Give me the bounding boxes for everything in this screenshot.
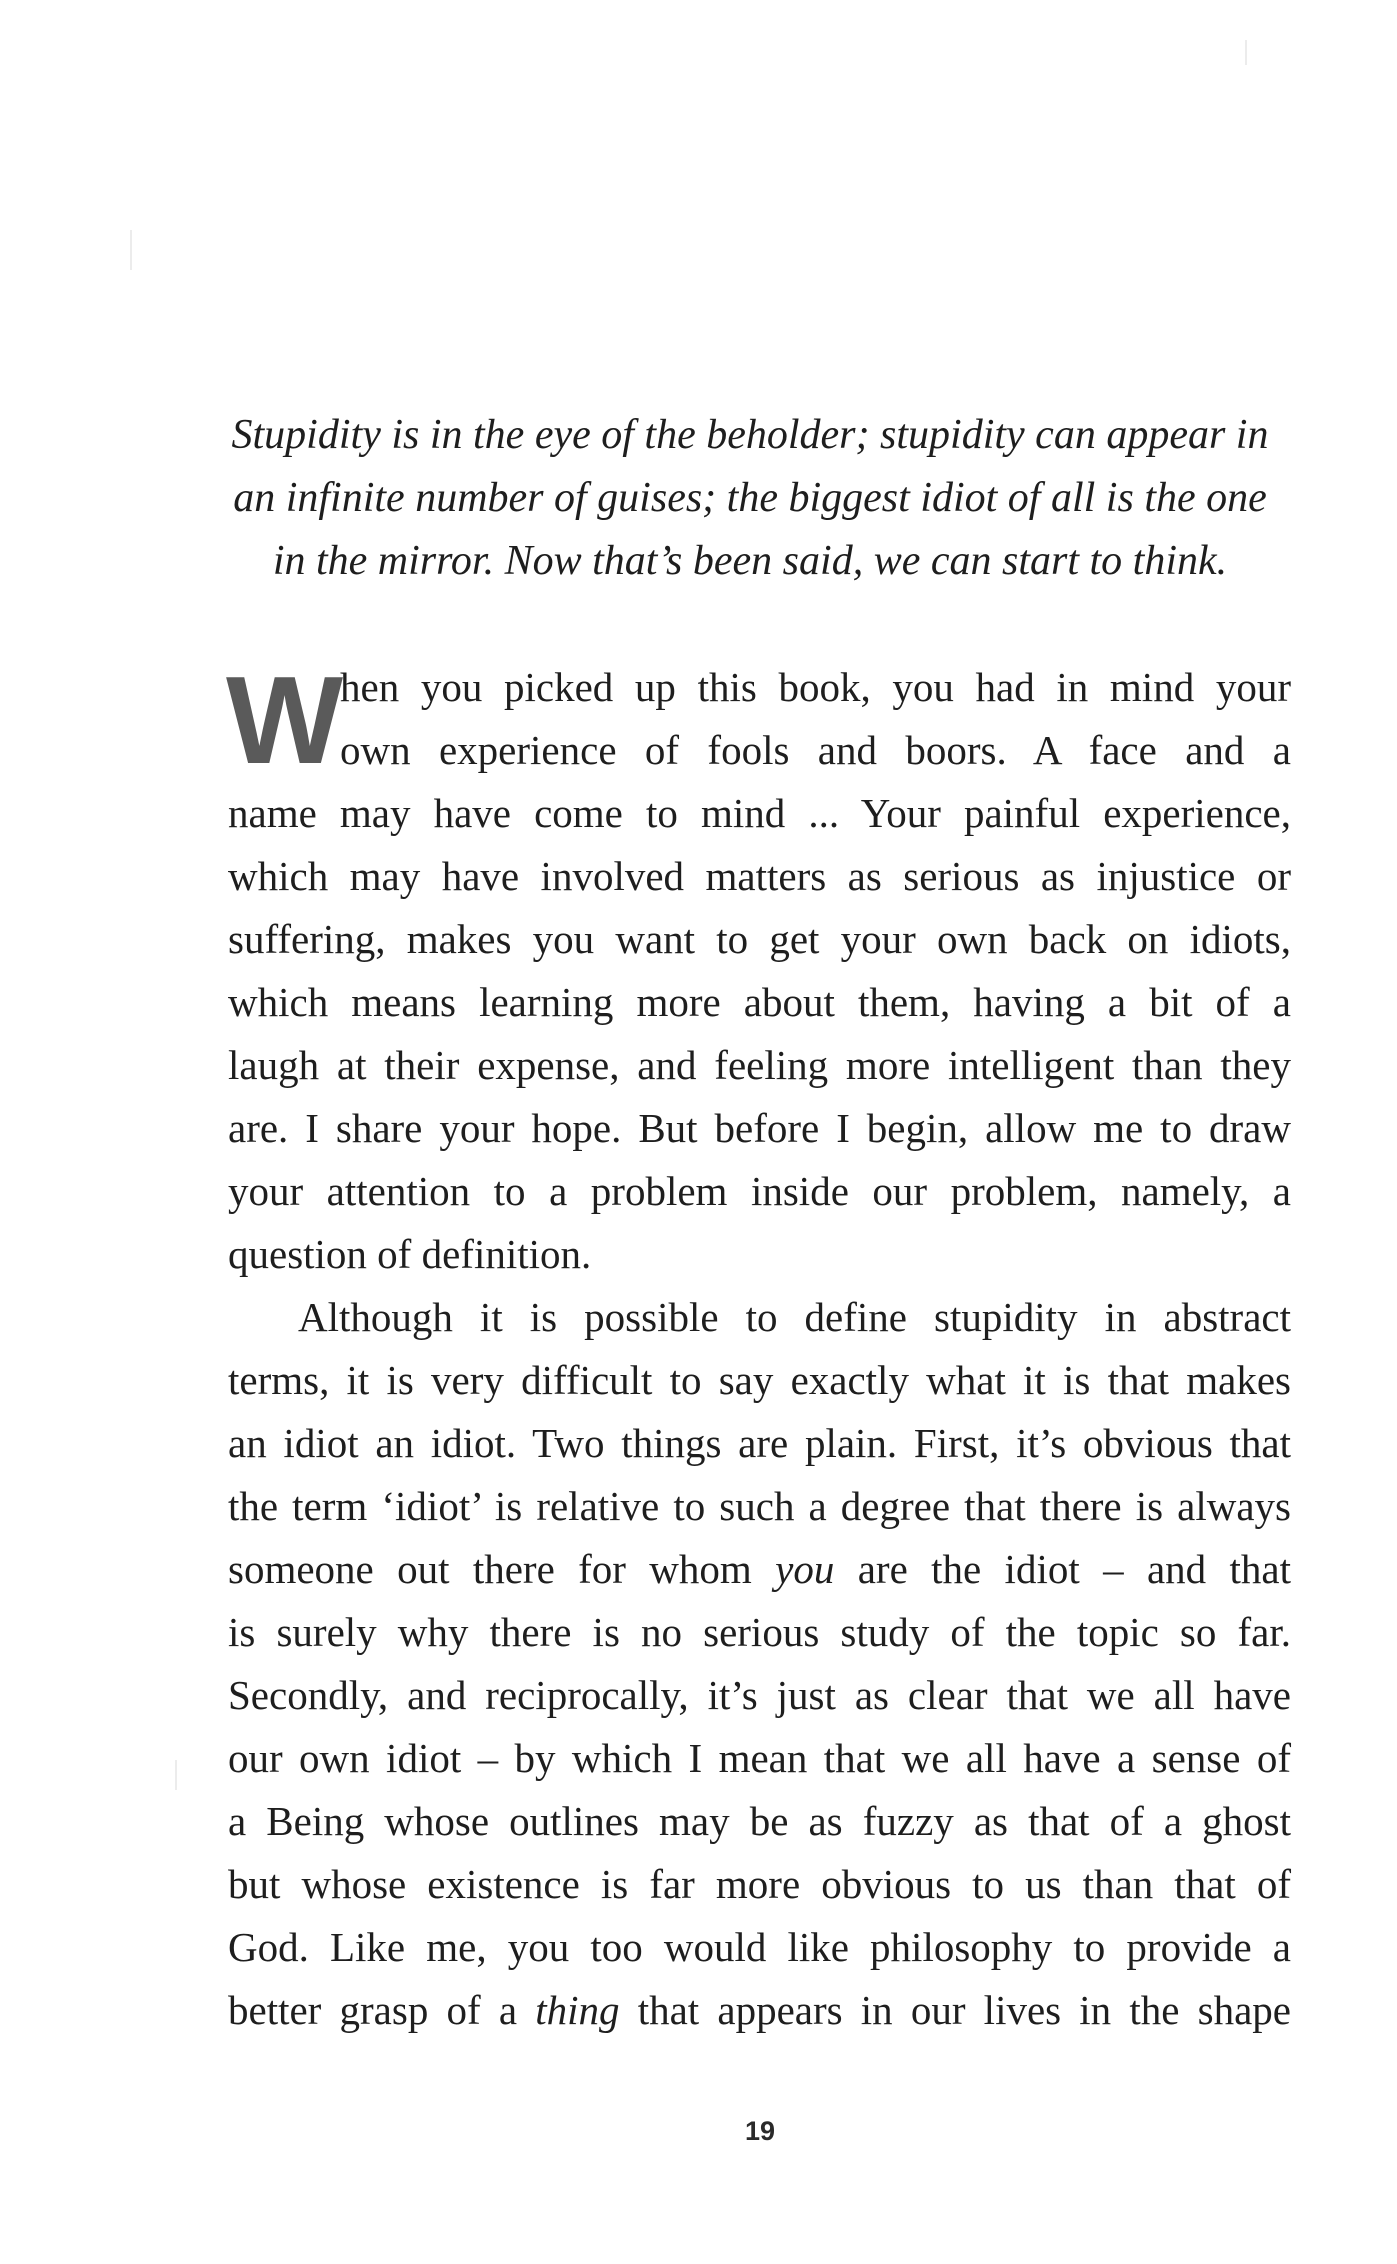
text-line: an idiot an idiot. Two things are plain. First, it’s obvious that bbox=[228, 1420, 1291, 1466]
text-line: own experience of fools and boors. A face and a bbox=[340, 727, 1291, 773]
text-line: which means learning more about them, having a bit of a bbox=[228, 979, 1291, 1025]
text-line: God. Like me, you too would like philosophy to provide a bbox=[228, 1924, 1291, 1970]
text-segment: are the idiot – and that bbox=[834, 1546, 1291, 1592]
epigraph bbox=[200, 404, 1300, 593]
text-line: Although it is possible to define stupidity in abstract bbox=[298, 1294, 1291, 1340]
text-line bbox=[228, 1979, 1291, 2042]
text-line: but whose existence is far more obvious to us than that of bbox=[228, 1861, 1291, 1907]
text-line: suffering, makes you want to get your own back on idiots, bbox=[228, 916, 1291, 962]
emphasized-word: you bbox=[775, 1546, 835, 1592]
text-line: are. I share your hope. But before I begin, allow me to draw bbox=[228, 1105, 1291, 1151]
text-segment: better grasp of a bbox=[228, 1987, 536, 2033]
page-number: 19 bbox=[744, 2116, 776, 2146]
paragraph-2 bbox=[228, 1286, 1291, 2042]
emphasized-word: thing bbox=[535, 1987, 620, 2033]
text-line: is surely why there is no serious study of the topic so far. bbox=[228, 1609, 1291, 1655]
epigraph-line: an infinite number of guises; the biggest idiot of all is the one bbox=[233, 475, 1267, 521]
text-line: your attention to a problem inside our problem, namely, a bbox=[228, 1168, 1291, 1214]
scan-artifact bbox=[130, 230, 132, 270]
text-segment: that appears in our lives in the shape bbox=[619, 1987, 1291, 2033]
text-segment: someone out there for whom bbox=[228, 1546, 776, 1592]
text-line: name may have come to mind ... Your painful experience, bbox=[228, 790, 1291, 836]
text-line: question of definition. bbox=[228, 1231, 592, 1277]
text-line: laugh at their expense, and feeling more intelligent than they bbox=[228, 1042, 1291, 1088]
scan-artifact bbox=[175, 1760, 177, 1790]
text-line bbox=[228, 1538, 1291, 1601]
text-line: hen you picked up this book, you had in mind your bbox=[340, 664, 1291, 710]
paragraph-1 bbox=[226, 652, 1291, 1286]
text-line: terms, it is very difficult to say exactly what it is that makes bbox=[228, 1357, 1291, 1403]
scan-artifact bbox=[1245, 40, 1247, 65]
text-line: the term ‘idiot’ is relative to such a degree that there is always bbox=[228, 1483, 1291, 1529]
drop-cap: W bbox=[226, 652, 342, 790]
text-line: our own idiot – by which I mean that we all have a sense of bbox=[228, 1735, 1291, 1781]
epigraph-line: in the mirror. Now that’s been said, we can start to think. bbox=[272, 538, 1228, 584]
text-line: which may have involved matters as serious as injustice or bbox=[228, 853, 1291, 899]
epigraph-line: Stupidity is in the eye of the beholder; stupidity can appear in bbox=[231, 412, 1269, 458]
text-line: Secondly, and reciprocally, it’s just as clear that we all have bbox=[228, 1672, 1291, 1718]
text-line: a Being whose outlines may be as fuzzy as that of a ghost bbox=[228, 1798, 1291, 1844]
